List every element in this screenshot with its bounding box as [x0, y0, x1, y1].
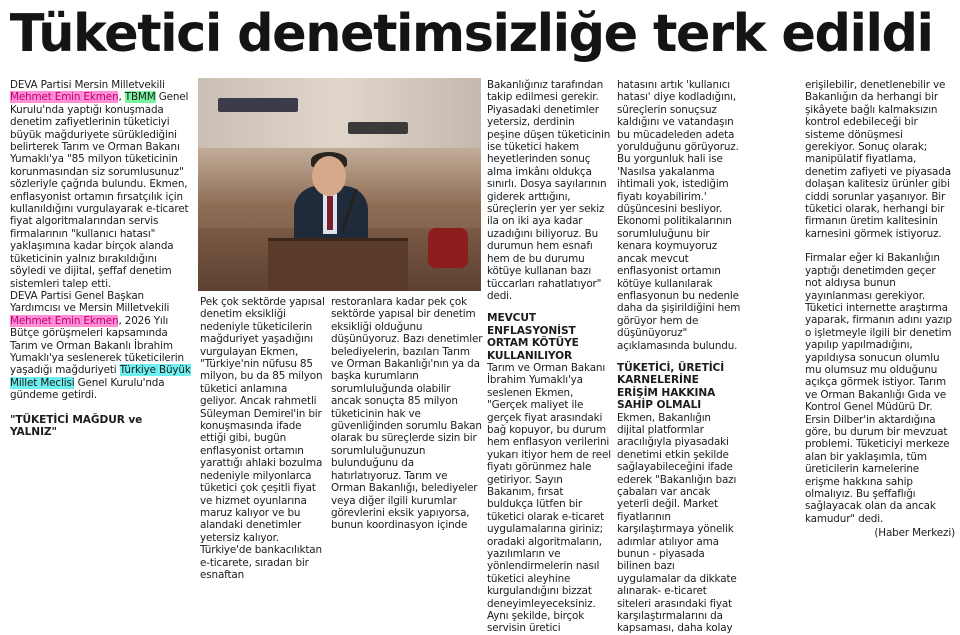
mp-name-highlight: Mehmet Emin Ekmen: [10, 91, 119, 104]
subheading-1: "TÜKETİCİ MAĞDUR ve YALNIZ": [10, 413, 143, 438]
col4-paragraph-1: Bakanlığınız tarafından takip edilmesi gerekir. Piyasadaki denetimler yetersiz, derdinin peşine düşen tüketicinin ise tüketici hakem heyetlerinden sonuç alma imkânı oldukça sınırlı. Dosya sayılarının giderek arttığını, süreçlerin yer yer sekiz ila on iki aya kadar uzadığını biliyoruz. Bu durumun hem esnafı hem de bu durumu kötüye kullanan bazı tüccarları rahatlatıyor" dedi.: [487, 79, 611, 302]
photo-speaker-head: [312, 156, 346, 196]
photo-bench: [218, 98, 298, 112]
mp-name-highlight: Mehmet Emin Ekmen: [10, 314, 119, 327]
column-4: [487, 79, 611, 635]
col1-paragraph-1: [10, 79, 192, 290]
col2-paragraph: Pek çok sektörde yapısal denetim eksikliği nedeniyle tüketicilerin mağduriyet yaşadığını vurgulayan Ekmen, "Türkiye'nin nüfusu 85 milyon, bu da 85 milyon tüketici anlamına geliyor. Ancak rahmetli Süleyman Demirel'in bir konuşmasında ifade ettiği gibi, bugün enflasyonist ortamın yarattığı ahlaki bozulma nedeniyle milyonlarca tüketici çok çeşitli fiyat ve hizmet oyunlarına maruz kalıyor ve bu alandaki denetimler yetersiz kalıyor. Türkiye'de bankacılıktan e-ticarete, sıradan bir esnaftan: [200, 296, 325, 581]
text: DEVA Partisi Mersin Milletvekili: [10, 79, 165, 91]
col1-paragraph-2: [10, 290, 192, 402]
subheading-2: MEVCUT ENFLASYONİST ORTAM KÖTÜYE KULLANILIYOR: [487, 312, 579, 362]
column-6: [805, 79, 955, 540]
photo-wall: [198, 78, 481, 148]
photo-chair: [428, 228, 468, 268]
col6-paragraph-1: erişilebilir, denetlenebilir ve Bakanlığın da herhangi bir şikâyete bağlı kalmaksızın kontrol edebileceği bir sisteme dönüşmesi gerekiyor. Sonuç olarak; manipülatif fiyatlama, denetim zafiyeti ve piyasada dolaşan kalitesiz ürünler gibi ciddi sorunlar yaşanıyor. Bir tüketici olarak, herhangi bir firmanın üretim kalitesinin karnesini görmek istiyoruz.: [805, 79, 951, 240]
tbmm-highlight: TBMM: [124, 91, 156, 104]
photo-podium: [268, 238, 408, 291]
headline: Tüketici denetimsizliğe terk edildi: [9, 4, 933, 64]
photo-tie: [327, 196, 333, 230]
subheading-3: TÜKETİCİ, ÜRETİCİ KARNELERİNE ERİŞİM HAKKINA SAHİP OLMALI: [617, 361, 725, 412]
article-photo: [198, 78, 481, 291]
text: Genel Kurulu'nda gündeme getirdi.: [10, 376, 165, 402]
news-credit: (Haber Merkezi): [874, 527, 955, 540]
text: DEVA Partisi Genel Başkan Yardımcısı ve Mersin Milletvekili: [10, 289, 170, 315]
text: ,: [118, 91, 125, 104]
text: Genel Kurulu'nda yaptığı konuşmada denetim zafiyetlerinin tüketiciyi büyük mağduriyete sürüklediğini belirterek Tarım ve Orman Bakanı Yumaklı'ya "85 milyon tüketicinin korunmasından siz sorumlusunuz" sözleriyle çağrıda bulundu. Ekmen, enflasyonist ortamın fırsatçılık için kullanıldığını vurgulayarak e-ticaret fiyat algoritmalarından servis firmalarının "kullanıcı hatası" yaklaşımına kadar birçok alanda tüketicinin yalnız bırakıldığını söyledi ve dijital, şeffaf denetim sistemleri talep etti.: [10, 91, 189, 290]
column-2: [200, 296, 326, 581]
column-1: [10, 79, 192, 438]
col6-paragraph-2: Firmalar eğer ki Bakanlığın yaptığı denetimden geçer not aldıysa bunun yayınlanması gerekiyor. Tüketici internette araştırma yaparak, firmanın adını yazıp o işletmeyle ilgili bir denetim yapılıp yapılmadığını, yapıldıysa sonucun olumlu mu olumsuz mu olduğunu açıkça görmek istiyor. Tarım ve Orman Bakanlığı Gıda ve Kontrol Genel Müdürü Dr. Ersin Dilber'in aktardığına göre, bu durum bir mevzuat problemi. Tüketiciyi merkeze alan bir yaklaşımla, tüm üreticilerin karnelerine erişme hakkına sahip olmalıyız. Bu şeffaflığı sağlayacak olan da ancak kamudur" dedi.: [805, 252, 952, 525]
col5-paragraph-1: hatasını artık 'kullanıcı hatası' diye kodladığını, süreçlerin sonuçsuz kaldığını ve vatandaşın bu mücadeleden adeta yorulduğunu görüyoruz. Bu yorgunluk hali ise 'Nasılsa yakalanma ihtimali yok, istediğim fiyatı koyabilirim.' düşüncesini besliyor. Ekonomi politikalarının sorumluluğunu bir kenara koymuyoruz ancak mevcut enflasyonist ortamın kötüye kullanılarak enflasyonun bu nedenle daha da şişirildiğini hem görüyor hem de düşünüyoruz" açıklamasında bulundu.: [617, 79, 741, 352]
col4-paragraph-2: Tarım ve Orman Bakanı İbrahim Yumaklı'ya seslenen Ekmen, "Gerçek maliyet ile gerçek fiyat arasındaki bağ kopuyor, bu durum hem enflasyon verilerini yukarı itiyor hem de reel fiyatı görünmez hale getiriyor. Sayın Bakanım, fırsat buldukça lütfen bir tüketici olarak e-ticaret uygulamalarına giriniz; oradaki algoritmaların, yazılımların ve yönlendirmelerin nasıl tüketici aleyhine kurgulandığını bizzat deneyimleyeceksiniz. Aynı şekilde, birçok servisin üretici: [487, 361, 611, 635]
column-3: [331, 296, 483, 532]
photo-bench: [348, 122, 408, 134]
col5-paragraph-2: Ekmen, Bakanlığın dijital platformlar aracılığıyla piyasadaki denetimi etkin şekilde sağlayabileceğini ifade ederek "Bakanlığın bazı çabaları var ancak yeterli değil. Market fiyatlarının karşılaştırmaya yönelik adımlar atılıyor ama bunun - piyasada bilinen bazı uygulamalar da dikkate alınarak- e-ticaret siteleri arasındaki fiyat karşılaştırmalarını da kapsaması, daha kolay: [617, 411, 737, 635]
col3-paragraph: restoranlara kadar pek çok sektörde yapısal bir denetim eksikliği olduğunu düşünüyoruz. Bazı denetimler belediyelerin, bazıları Tarım ve Orman Bakanlığı'nın ya da başka kurumların sorumluluğunda olabilir ancak sonuçta 85 milyon tüketicinin hak ve güvenliğinden sorumlu Bakan olarak bu süreçlerde sizin bir sorumluluğunuzun bulunduğunu da hatırlatıyoruz. Tarım ve Orman Bakanlığı, belediyeler veya diğer ilgili kurumlar görevlerini eksik yapıyorsa, bunun koordinasyon içinde: [331, 296, 483, 532]
assembly-highlight: Türkiye Büyük Millet Meclisi: [10, 364, 191, 389]
column-5: [617, 79, 741, 635]
text: , 2026 Yılı Bütçe görüşmeleri kapsamında Tarım ve Orman Bakanlı İbrahim Yumaklı'ya seslenerek tüketicilerin yaşadığı mağduriyeti: [10, 314, 184, 377]
